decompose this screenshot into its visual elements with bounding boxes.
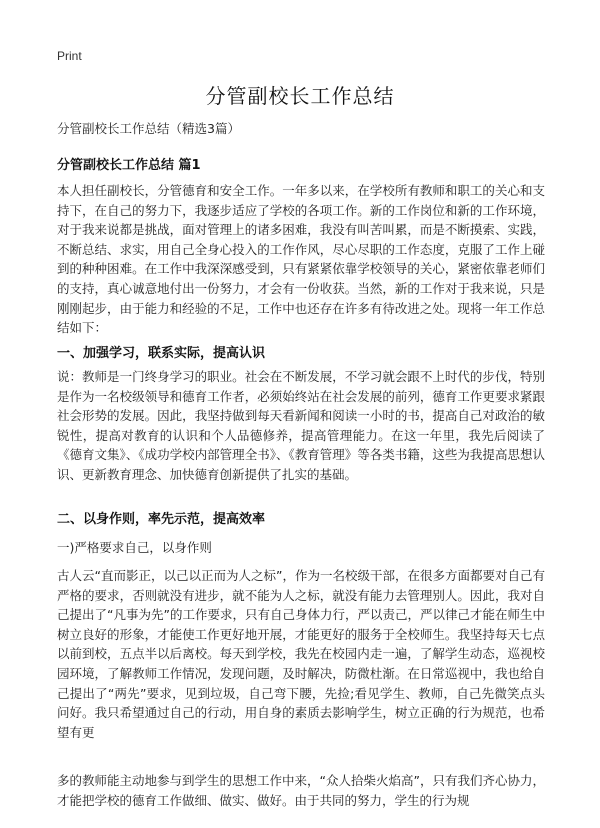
print-link[interactable]: Print: [57, 49, 82, 63]
document-subtitle: 分管副校长工作总结（精选3篇）: [57, 121, 240, 136]
intro-paragraph: 本人担任副校长，分管德育和安全工作。一年多以来，在学校所有教师和职工的关心和支持下，在自己的努力下，我逐步适应了学校的各项工作。新的工作岗位和新的工作环境，对于我来说都是挑战，面对管理上的诸多困难，我没有叫苦叫累，而是不断摸索、实践，不断总结、求实，用自己全身心投入的工作作风，尽心尽职的工作态度，克服了工作上碰到的种种困难。在工作中我深深感受到，只有紧紧依靠学校领导的关心，紧密依靠老师们的支持，真心诚意地付出一份努力，才会有一份收获。当然，新的工作对于我来说，只是刚刚起步，由于能力和经验的不足，工作中也还存在许多有待改进之处。现将一年工作总结如下：: [57, 183, 545, 336]
section2-paragraph: 古人云“直而影正，以己以正而为人之标”，作为一名校级干部，在很多方面都要对自己有严格的要求，否则就没有进步，就不能为人之标，就没有能力去管理别人。因此，我对自己提出了“凡事为先”的工作要求，只有自己身体力行，严以责己，严以律己才能在师生中树立良好的形象，才能使工作更好地开展，才能更好的服务于全校师生。我坚持每天七点以前到校，五点半以后离校。每天到学校，我先在校园内走一遍，了解学生动态，巡视校园环境，了解教师工作情况，发现问题，及时解决，防微杜渐。在日常巡视中，我也给自己提出了“两先”要求，见到垃圾，自己弯下腰，先捡;看见学生、教师，自己先微笑点头问好。我只希望通过自己的行动，用自身的素质去影响学生，树立正确的行为规范，也希望有更: [57, 568, 545, 740]
section2-heading: 二、以身作则，率先示范，提高效率: [57, 512, 266, 527]
section2-subheading: 一)严格要求自己，以身作则: [57, 540, 212, 555]
section1-heading: 一、加强学习，联系实际，提高认识: [57, 346, 266, 361]
article-heading: 分管副校长工作总结 篇1: [57, 158, 201, 173]
section2-paragraph-continued: 多的教师能主动地参与到学生的思想工作中来，“众人拾柴火焰高”，只有我们齐心协力，才能把学校的德育工作做细、做实、做好。由于共同的努力，学生的行为规: [57, 773, 545, 808]
section1-paragraph: 说：教师是一门终身学习的职业。社会在不断发展，不学习就会跟不上时代的步伐，特别是作为一名校级领导和德育工作者，必须始终站在社会发展的前列，德育工作更要求紧跟社会形势的发展。因此，我坚持做到每天看新闻和阅读一小时的书，提高自己对政治的敏锐性，提高对教育的认识和个人品德修养，提高管理能力。在这一年里，我先后阅读了《德育文集》、《成功学校内部管理全书》、《教育管理》等各类书籍，这些为我提高思想认识、更新教育理念、加快德育创新提供了扎实的基础。: [57, 369, 545, 482]
page-title: 分管副校长工作总结: [205, 84, 395, 108]
